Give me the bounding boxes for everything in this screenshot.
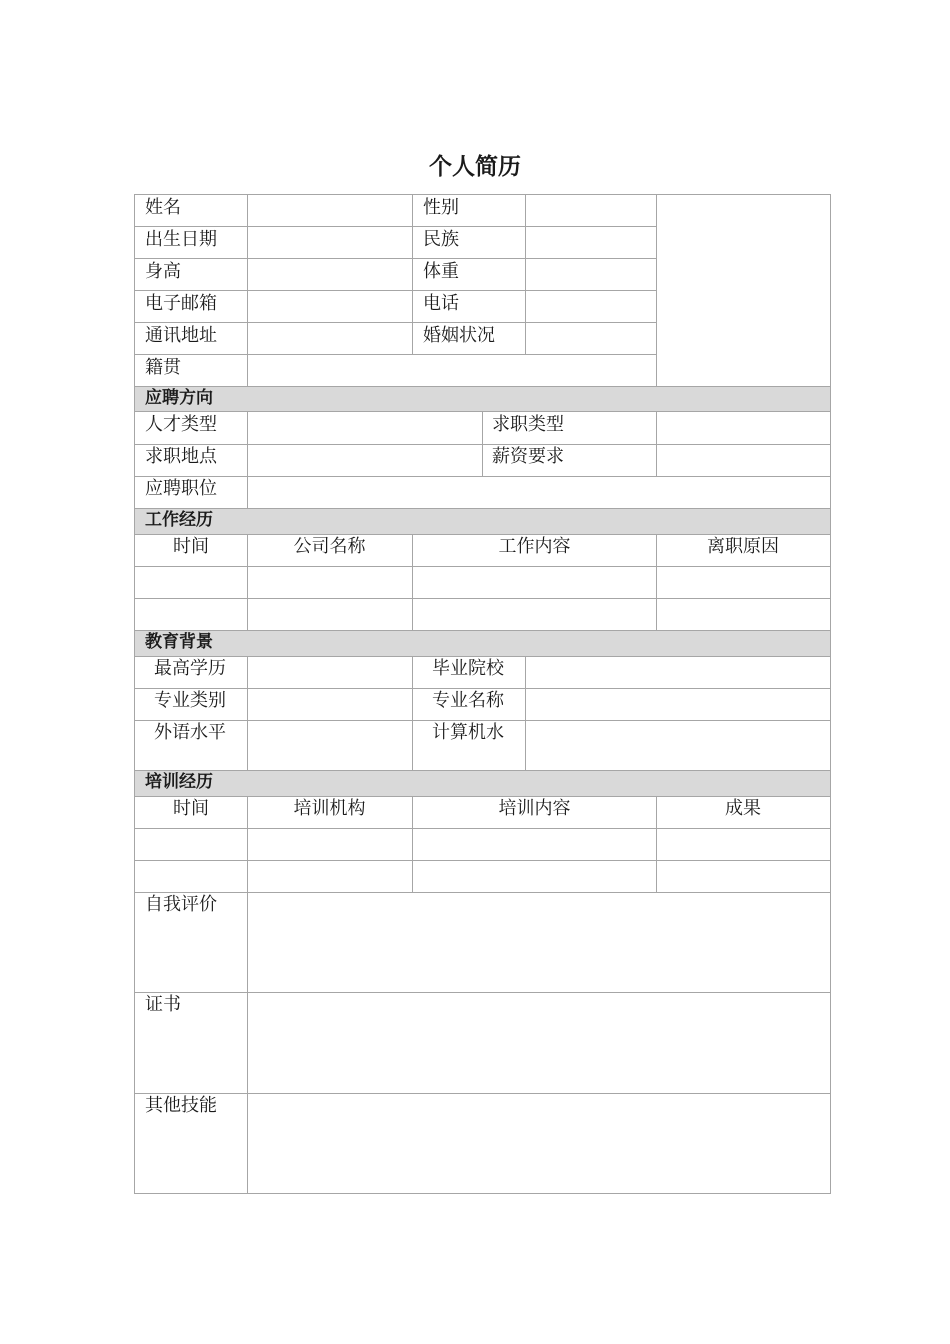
computer-field[interactable] — [525, 720, 830, 770]
divider — [134, 534, 831, 535]
certificate-field[interactable] — [247, 992, 830, 1093]
table-border — [134, 194, 831, 195]
divider — [656, 796, 657, 892]
salary-label: 薪资要求 — [492, 446, 564, 467]
gender-field[interactable] — [525, 195, 656, 227]
height-field[interactable] — [247, 259, 412, 291]
training-header-result: 成果 — [725, 798, 761, 819]
divider — [134, 476, 831, 477]
work-header-content: 工作内容 — [498, 536, 571, 557]
divider — [134, 508, 831, 509]
divider — [656, 411, 657, 476]
section-application: 应聘方向 — [135, 386, 830, 412]
certificate-label: 证书 — [145, 994, 181, 1015]
section-training: 培训经历 — [135, 770, 830, 796]
computer-label: 计算机水 — [432, 722, 504, 743]
major-name-field[interactable] — [525, 688, 830, 720]
degree-label: 最高学历 — [154, 658, 226, 679]
divider — [525, 656, 526, 770]
phone-label: 电话 — [423, 293, 459, 314]
divider — [412, 194, 413, 355]
table-row[interactable] — [135, 598, 830, 630]
language-label: 外语水平 — [154, 722, 226, 743]
divider — [134, 770, 831, 771]
salary-field[interactable] — [656, 444, 830, 476]
training-header-org: 培训机构 — [293, 798, 366, 819]
ethnicity-label: 民族 — [423, 229, 459, 250]
school-label: 毕业院校 — [432, 658, 504, 679]
native-field[interactable] — [247, 355, 656, 386]
divider — [412, 656, 413, 770]
divider — [134, 828, 831, 829]
divider — [134, 226, 656, 227]
job-type-label: 求职类型 — [492, 414, 564, 435]
divider — [134, 386, 831, 387]
divider — [134, 992, 831, 993]
work-header-time: 时间 — [173, 536, 209, 557]
divider — [247, 411, 248, 508]
divider — [134, 354, 656, 355]
divider — [134, 720, 831, 721]
ethnicity-field[interactable] — [525, 227, 656, 259]
divider — [247, 534, 248, 630]
divider — [134, 688, 831, 689]
divider — [134, 796, 831, 797]
divider — [412, 796, 413, 892]
divider — [247, 796, 248, 892]
table-row[interactable] — [135, 828, 830, 860]
section-work: 工作经历 — [135, 508, 830, 534]
phone-field[interactable] — [525, 291, 656, 323]
skills-field[interactable] — [247, 1093, 830, 1193]
school-field[interactable] — [525, 656, 830, 688]
table-border — [134, 194, 135, 1194]
marital-field[interactable] — [525, 323, 656, 355]
birth-label: 出生日期 — [145, 229, 217, 250]
weight-label: 体重 — [423, 261, 459, 282]
name-field[interactable] — [247, 195, 412, 227]
divider — [247, 194, 248, 386]
divider — [134, 290, 656, 291]
table-border — [134, 1193, 831, 1194]
divider — [412, 534, 413, 630]
divider — [134, 892, 831, 893]
divider — [482, 411, 483, 476]
major-type-label: 专业类别 — [154, 690, 226, 711]
marital-label: 婚姻状况 — [423, 325, 495, 346]
weight-field[interactable] — [525, 259, 656, 291]
major-type-field[interactable] — [247, 688, 412, 720]
training-header-time: 时间 — [173, 798, 209, 819]
divider — [134, 598, 831, 599]
self-eval-field[interactable] — [247, 892, 830, 992]
training-header-content: 培训内容 — [498, 798, 571, 819]
divider — [134, 566, 831, 567]
name-label: 姓名 — [145, 197, 181, 218]
table-row[interactable] — [135, 566, 830, 598]
talent-type-label: 人才类型 — [145, 414, 217, 435]
divider — [134, 258, 656, 259]
address-label: 通讯地址 — [145, 325, 217, 346]
gender-label: 性别 — [423, 197, 459, 218]
work-header-company: 公司名称 — [293, 536, 366, 557]
divider — [134, 860, 831, 861]
photo-box[interactable] — [656, 195, 830, 386]
native-label: 籍贯 — [145, 357, 181, 378]
job-type-field[interactable] — [656, 412, 830, 444]
address-field[interactable] — [247, 323, 412, 355]
divider — [247, 892, 248, 1193]
location-label: 求职地点 — [145, 446, 217, 467]
location-field[interactable] — [247, 444, 482, 476]
divider — [247, 656, 248, 770]
degree-field[interactable] — [247, 656, 412, 688]
position-label: 应聘职位 — [145, 478, 217, 499]
divider — [525, 194, 526, 355]
major-name-label: 专业名称 — [432, 690, 504, 711]
table-border — [830, 194, 831, 1194]
divider — [134, 630, 831, 631]
divider — [134, 656, 831, 657]
email-label: 电子邮箱 — [145, 293, 217, 314]
divider — [134, 322, 656, 323]
work-header-reason: 离职原因 — [707, 536, 779, 557]
birth-field[interactable] — [247, 227, 412, 259]
divider — [656, 194, 657, 386]
section-education: 教育背景 — [135, 630, 830, 656]
language-field[interactable] — [247, 720, 412, 770]
page-title: 个人简历 — [429, 154, 521, 180]
divider — [134, 1093, 831, 1094]
self-eval-label: 自我评价 — [145, 894, 217, 915]
table-row[interactable] — [135, 860, 830, 892]
skills-label: 其他技能 — [145, 1095, 217, 1116]
divider — [656, 534, 657, 630]
height-label: 身高 — [145, 261, 181, 282]
position-field[interactable] — [247, 476, 830, 508]
talent-type-field[interactable] — [247, 412, 482, 444]
email-field[interactable] — [247, 291, 412, 323]
